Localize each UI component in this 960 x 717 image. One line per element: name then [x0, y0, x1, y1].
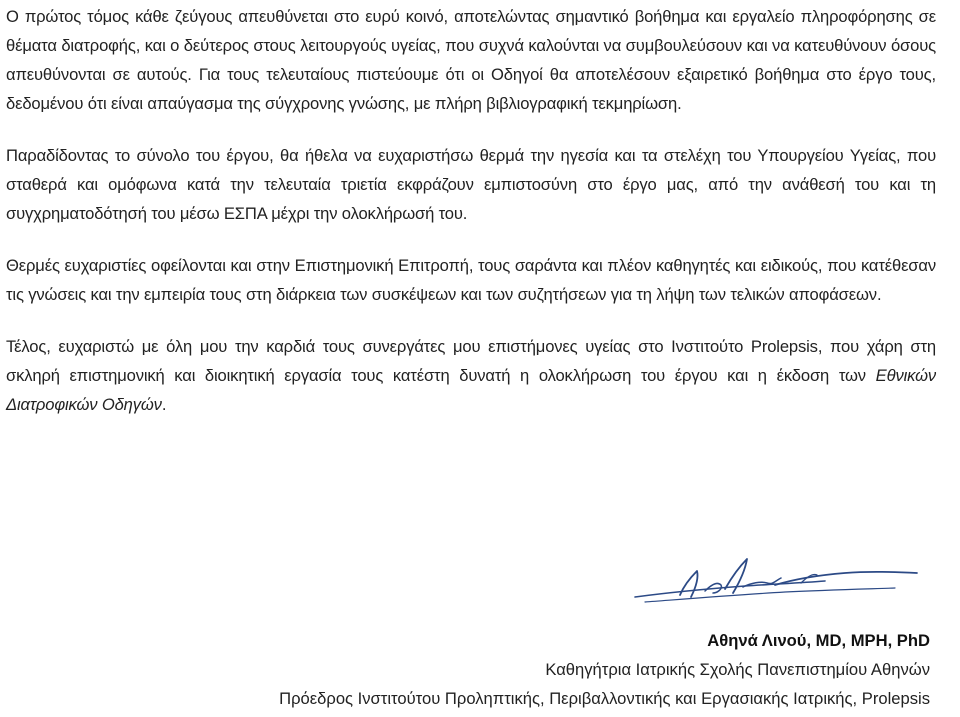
- body-text: [6, 2, 936, 442]
- paragraph-3: Θερμές ευχαριστίες οφείλονται και στην Επιστημονική Επιτροπή, τους σαράντα και πλέον καθηγητές και ειδικούς, που κατέθεσαν τις γνώσεις και την εμπειρία τους στη διάρκεια των συσκέψεων και των συζητήσεων για τη λήψη των τελικών αποφάσεων.: [6, 256, 936, 304]
- signatory-name: Αθηνά Λινού, MD, MPH, PhD: [707, 631, 930, 650]
- signatory-title-1: Καθηγήτρια Ιατρικής Σχολής Πανεπιστημίου Αθηνών: [545, 660, 930, 679]
- paragraph-4-end: .: [161, 395, 167, 414]
- guides-title: Εθνικών Διατροφικών Οδηγών: [6, 366, 936, 414]
- paragraph-4: [6, 332, 936, 419]
- paragraph-4-text: Τέλος, ευχαριστώ με όλη μου την καρδιά τους συνεργάτες μου επιστήμονες υγείας στο Ινστιτούτο Prolepsis, που χάρη στη σκληρή επιστημονική και διοικητική εργασία τους κατέστη δυνατή η ολοκλήρωση του έργου και η έκδοση των: [6, 337, 936, 385]
- signature-block: [279, 626, 930, 713]
- handwritten-signature: [625, 545, 925, 615]
- paragraph-2: Παραδίδοντας το σύνολο του έργου, θα ήθελα να ευχαριστήσω θερμά την ηγεσία και τα στελέχη του Υπουργείου Υγείας, που σταθερά και ομόφωνα κατά την τελευταία τριετία εκφράζουν εμπιστοσύνη στο έργο μας, από την ανάθεσή του και τη συγχρηματοδότησή του μέσω ΕΣΠΑ μέχρι την ολοκλήρωσή του.: [6, 146, 936, 223]
- signatory-title-2: Πρόεδρος Ινστιτούτου Προληπτικής, Περιβαλλοντικής και Εργασιακής Ιατρικής, Prolepsis: [279, 689, 930, 708]
- paragraph-1: Ο πρώτος τόμος κάθε ζεύγους απευθύνεται στο ευρύ κοινό, αποτελώντας σημαντικό βοήθημα και εργαλείο πληροφόρησης σε θέματα διατροφής, και ο δεύτερος στους λειτουργούς υγείας, που συχνά καλούνται να συμβουλεύσουν και να κατευθύνουν όσους απευθύνονται σε αυτούς. Για τους τελευταίους πιστεύουμε ότι οι Οδηγοί θα αποτελέσουν εξαιρετικό βοήθημα στο έργο τους, δεδομένου ότι είναι απαύγασμα της σύγχρονης γνώσης, με πλήρη βιβλιογραφική τεκμηρίωση.: [6, 7, 936, 113]
